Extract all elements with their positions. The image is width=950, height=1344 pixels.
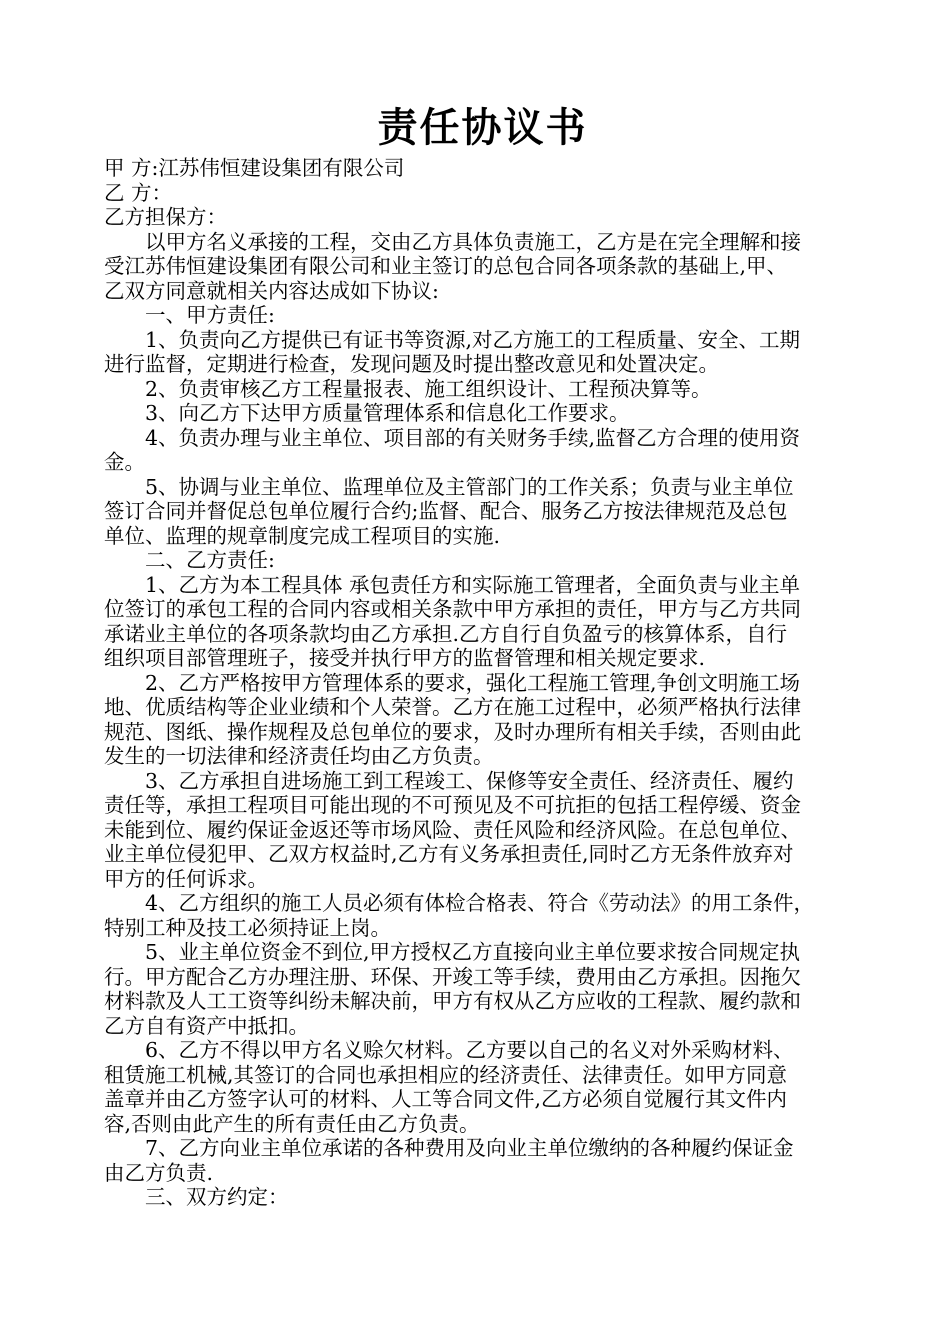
paragraph-line: 业主单位侵犯甲、乙双方权益时,乙方有义务承担责任,同时乙方无条件放弃对 — [104, 842, 794, 866]
section-heading-mutual: 三、双方约定： — [145, 1185, 289, 1209]
party-a-clause-4 — [104, 426, 861, 475]
party-b-clause-4 — [104, 891, 861, 940]
paragraph-line: 3、向乙方下达甲方质量管理体系和信息化工作要求。 — [145, 401, 630, 425]
paragraph-line: 特别工种及技工必须持证上岗。 — [104, 915, 391, 940]
party-b-clause-3 — [104, 769, 861, 892]
paragraph-line: 承诺业主单位的各项条款均由乙方承担.乙方自行自负盈亏的核算体系，自行 — [104, 621, 788, 646]
section-heading-party-a: 一、甲方责任: — [145, 303, 275, 327]
party-b-clause-7 — [104, 1136, 861, 1185]
paragraph-line: 责任等，承担工程项目可能出现的不可预见及不可抗拒的包括工程停缓、资金 — [104, 793, 801, 817]
paragraph-line: 行。甲方配合乙方办理注册、环保、开竣工等手续，费用由乙方承担。因拖欠 — [104, 964, 801, 989]
paragraph-line: 4、乙方组织的施工人员必须有体检合格表、符合《劳动法》的用工条件， — [145, 891, 815, 915]
paragraph-line: 未能到位、履约保证金返还等市场风险、责任风险和经济风险。在总包单位、 — [104, 817, 801, 842]
paragraph-line: 甲方的任何诉求。 — [104, 866, 268, 891]
paragraph-line: 进行监督，定期进行检查，发现问题及时提出整改意见和处置决定。 — [104, 352, 719, 376]
paragraph-line: 组织项目部管理班子，接受并执行甲方的监督管理和相关规定要求. — [104, 646, 706, 670]
party-a-clause-2 — [104, 377, 861, 402]
paragraph-line: 7、乙方向业主单位承诺的各种费用及向业主单位缴纳的各种履约保证金 — [145, 1136, 794, 1160]
paragraph-line: 乙双方同意就相关内容达成如下协议: — [104, 278, 439, 303]
party-b-clause-5 — [104, 940, 861, 1038]
paragraph-line: 地、优质结构等企业业绩和个人荣誉。乙方在施工过程中，必须严格执行法律 — [104, 695, 801, 719]
paragraph-line: 5、协调与业主单位、监理单位及主管部门的工作关系；负责与业主单位 — [145, 474, 794, 499]
party-a-clause-1 — [104, 328, 861, 377]
section-heading-party-b: 二、乙方责任: — [145, 548, 275, 572]
party-a-clause-5 — [104, 475, 861, 549]
intro-paragraph — [104, 230, 861, 304]
paragraph-line: 1、负责向乙方提供已有证书等资源,对乙方施工的工程质量、安全、工期 — [145, 327, 801, 352]
paragraph-line: 乙方自有资产中抵扣。 — [104, 1013, 309, 1038]
party-a-line: 甲 方:江苏伟恒建设集团有限公司 — [104, 156, 405, 180]
paragraph-line: 材料款及人工工资等纠纷未解决前，甲方有权从乙方应收的工程款、履约款和 — [104, 989, 801, 1013]
paragraph-line: 由乙方负责. — [104, 1160, 214, 1185]
party-b-clause-2 — [104, 671, 861, 769]
paragraph-line: 5、业主单位资金不到位,甲方授权乙方直接向业主单位要求按合同规定执 — [145, 940, 801, 964]
party-b-clause-1 — [104, 573, 861, 671]
paragraph-line: 容,否则由此产生的所有责任由乙方负责。 — [104, 1111, 480, 1136]
document-title: 责任协议书 — [377, 104, 588, 151]
paragraph-line: 受江苏伟恒建设集团有限公司和业主签订的总包合同各项条款的基础上,甲、 — [104, 254, 788, 278]
party-b-line: 乙 方： — [104, 180, 173, 205]
paragraph-line: 以甲方名义承接的工程，交由乙方具体负责施工，乙方是在完全理解和接 — [145, 229, 801, 254]
paragraph-line: 3、乙方承担自进场施工到工程竣工、保修等安全责任、经济责任、履约 — [145, 768, 794, 793]
paragraph-line: 2、负责审核乙方工程量报表、施工组织设计、工程预决算等。 — [145, 376, 712, 401]
party-b-clause-6 — [104, 1038, 861, 1136]
paragraph-line: 规范、图纸、操作规程及总包单位的要求，及时办理所有相关手续，否则由此 — [104, 719, 801, 744]
party-a-clause-3 — [104, 401, 861, 426]
paragraph-line: 6、乙方不得以甲方名义赊欠材料。乙方要以自己的名义对外采购材料、 — [145, 1038, 794, 1062]
paragraph-line: 4、负责办理与业主单位、项目部的有关财务手续,监督乙方合理的使用资 — [145, 425, 801, 450]
paragraph-line: 租赁施工机械,其签订的合同也承担相应的经济责任、法律责任。如甲方同意 — [104, 1062, 788, 1087]
document-page — [104, 100, 861, 1210]
paragraph-line: 盖章并由乙方签字认可的材料、人工等合同文件,乙方必须自觉履行其文件内 — [104, 1087, 788, 1111]
paragraph-line: 发生的一切法律和经济责任均由乙方负责。 — [104, 744, 494, 768]
paragraph-line: 签订合同并督促总包单位履行合约;监督、配合、服务乙方按法律规范及总包 — [104, 499, 788, 523]
paragraph-line: 1、乙方为本工程具体 承包责任方和实际施工管理者，全面负责与业主单 — [145, 572, 801, 597]
paragraph-line: 金。 — [104, 450, 145, 474]
paragraph-line: 单位、监理的规章制度完成工程项目的实施. — [104, 523, 501, 548]
guarantor-line: 乙方担保方： — [104, 205, 227, 229]
paragraph-line: 位签订的承包工程的合同内容或相关条款中甲方承担的责任，甲方与乙方共同 — [104, 597, 801, 621]
paragraph-line: 2、乙方严格按甲方管理体系的要求，强化工程施工管理,争创文明施工场 — [145, 670, 801, 695]
